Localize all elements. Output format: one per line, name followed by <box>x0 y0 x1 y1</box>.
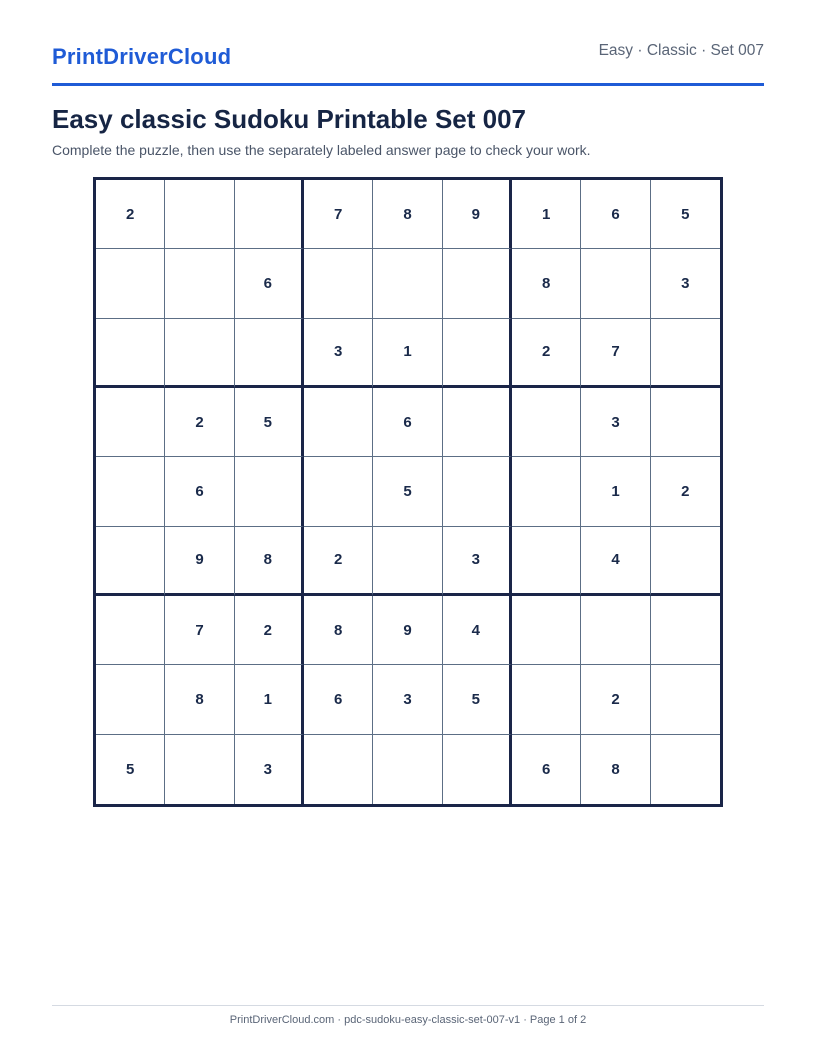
sudoku-cell-r8-c7[interactable] <box>512 665 581 734</box>
brand-logo[interactable]: PrintDriverCloud <box>52 44 232 69</box>
sudoku-cell-r1-c6: 9 <box>443 180 512 249</box>
sudoku-cell-r1-c2[interactable] <box>165 180 234 249</box>
sudoku-cell-r9-c6[interactable] <box>443 735 512 804</box>
sudoku-cell-r8-c2: 8 <box>165 665 234 734</box>
sudoku-cell-r8-c4: 6 <box>304 665 373 734</box>
sudoku-cell-r6-c2: 9 <box>165 527 234 596</box>
sudoku-cell-r3-c4: 3 <box>304 319 373 388</box>
sudoku-cell-r3-c1[interactable] <box>96 319 165 388</box>
sudoku-cell-r5-c6[interactable] <box>443 457 512 526</box>
sudoku-cell-r2-c2[interactable] <box>165 249 234 318</box>
sudoku-cell-r5-c5: 5 <box>373 457 442 526</box>
sudoku-cell-r2-c7: 8 <box>512 249 581 318</box>
sudoku-cell-r2-c3: 6 <box>235 249 304 318</box>
sudoku-cell-r7-c4: 8 <box>304 596 373 665</box>
sudoku-cell-r1-c3[interactable] <box>235 180 304 249</box>
sudoku-cell-r8-c9[interactable] <box>651 665 720 734</box>
sudoku-cell-r2-c8[interactable] <box>581 249 650 318</box>
sudoku-cell-r7-c1[interactable] <box>96 596 165 665</box>
sudoku-cell-r3-c9[interactable] <box>651 319 720 388</box>
sudoku-cell-r1-c9: 5 <box>651 180 720 249</box>
sudoku-cell-r7-c6: 4 <box>443 596 512 665</box>
sudoku-cell-r4-c2: 2 <box>165 388 234 457</box>
sudoku-cell-r8-c1[interactable] <box>96 665 165 734</box>
sudoku-cell-r1-c7: 1 <box>512 180 581 249</box>
sudoku-cell-r1-c8: 6 <box>581 180 650 249</box>
page-header <box>52 0 764 86</box>
sudoku-grid <box>93 177 723 807</box>
sudoku-cell-r7-c2: 7 <box>165 596 234 665</box>
sudoku-cell-r4-c3: 5 <box>235 388 304 457</box>
sudoku-cell-r3-c7: 2 <box>512 319 581 388</box>
sudoku-cell-r5-c4[interactable] <box>304 457 373 526</box>
sudoku-cell-r6-c9[interactable] <box>651 527 720 596</box>
sudoku-cell-r3-c8: 7 <box>581 319 650 388</box>
sudoku-cell-r5-c7[interactable] <box>512 457 581 526</box>
sudoku-cell-r2-c1[interactable] <box>96 249 165 318</box>
sudoku-cell-r5-c3[interactable] <box>235 457 304 526</box>
sudoku-cell-r4-c9[interactable] <box>651 388 720 457</box>
sudoku-cell-r9-c3: 3 <box>235 735 304 804</box>
sudoku-cell-r8-c8: 2 <box>581 665 650 734</box>
sudoku-cell-r7-c9[interactable] <box>651 596 720 665</box>
sudoku-cell-r5-c8: 1 <box>581 457 650 526</box>
sudoku-cell-r3-c5: 1 <box>373 319 442 388</box>
sudoku-cell-r4-c4[interactable] <box>304 388 373 457</box>
sudoku-cell-r8-c3: 1 <box>235 665 304 734</box>
sudoku-cell-r9-c7: 6 <box>512 735 581 804</box>
sudoku-cell-r7-c7[interactable] <box>512 596 581 665</box>
sudoku-cell-r5-c2: 6 <box>165 457 234 526</box>
sudoku-cell-r6-c5[interactable] <box>373 527 442 596</box>
sudoku-cell-r1-c1: 2 <box>96 180 165 249</box>
sudoku-cell-r9-c5[interactable] <box>373 735 442 804</box>
page-subtitle: Complete the puzzle, then use the separately labeled answer page to check your work. <box>52 142 591 158</box>
sudoku-cell-r3-c6[interactable] <box>443 319 512 388</box>
sudoku-cell-r6-c8: 4 <box>581 527 650 596</box>
sudoku-cell-r9-c9[interactable] <box>651 735 720 804</box>
sudoku-cell-r2-c5[interactable] <box>373 249 442 318</box>
sudoku-cell-r3-c3[interactable] <box>235 319 304 388</box>
sudoku-cell-r6-c1[interactable] <box>96 527 165 596</box>
sudoku-cell-r2-c4[interactable] <box>304 249 373 318</box>
sudoku-cell-r1-c5: 8 <box>373 180 442 249</box>
puzzle-meta: Easy · Classic · Set 007 <box>598 42 764 59</box>
page-footer: PrintDriverCloud.com · pdc-sudoku-easy-classic-set-007-v1 · Page 1 of 2 <box>229 1014 587 1026</box>
footer-divider <box>52 1005 764 1006</box>
sudoku-cell-r9-c2[interactable] <box>165 735 234 804</box>
sudoku-cell-r6-c3: 8 <box>235 527 304 596</box>
sudoku-cell-r3-c2[interactable] <box>165 319 234 388</box>
sudoku-cell-r2-c9: 3 <box>651 249 720 318</box>
sudoku-cell-r8-c6: 5 <box>443 665 512 734</box>
sudoku-cell-r6-c4: 2 <box>304 527 373 596</box>
sudoku-cell-r4-c5: 6 <box>373 388 442 457</box>
sudoku-cell-r6-c6: 3 <box>443 527 512 596</box>
sudoku-cell-r4-c8: 3 <box>581 388 650 457</box>
sudoku-cell-r1-c4: 7 <box>304 180 373 249</box>
sudoku-cell-r4-c1[interactable] <box>96 388 165 457</box>
sudoku-cell-r8-c5: 3 <box>373 665 442 734</box>
sudoku-cell-r5-c1[interactable] <box>96 457 165 526</box>
sudoku-cell-r9-c4[interactable] <box>304 735 373 804</box>
sudoku-cell-r7-c3: 2 <box>235 596 304 665</box>
sudoku-cell-r4-c7[interactable] <box>512 388 581 457</box>
sudoku-cell-r2-c6[interactable] <box>443 249 512 318</box>
page-title: Easy classic Sudoku Printable Set 007 <box>52 104 527 134</box>
sudoku-cell-r9-c8: 8 <box>581 735 650 804</box>
sudoku-cell-r7-c8[interactable] <box>581 596 650 665</box>
sudoku-cell-r4-c6[interactable] <box>443 388 512 457</box>
sudoku-cell-r5-c9: 2 <box>651 457 720 526</box>
sudoku-cell-r6-c7[interactable] <box>512 527 581 596</box>
sudoku-cell-r9-c1: 5 <box>96 735 165 804</box>
sudoku-cell-r7-c5: 9 <box>373 596 442 665</box>
